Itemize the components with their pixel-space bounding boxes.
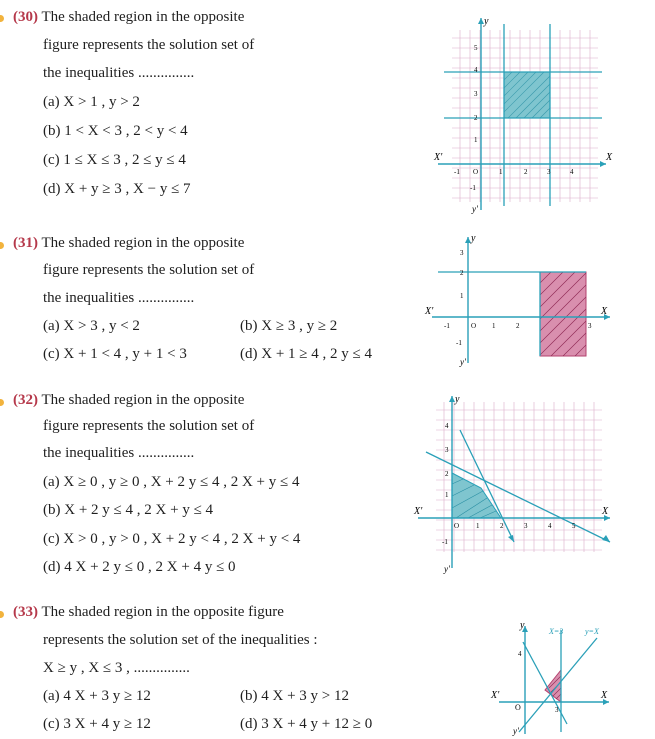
x-neg-axis-label: X' [425, 306, 434, 317]
svg-text:4: 4 [474, 66, 478, 74]
svg-text:3: 3 [547, 168, 551, 176]
question-number: (33) [13, 604, 38, 620]
y-axis-label: y [484, 16, 489, 27]
question-number: (32) [13, 392, 38, 408]
question-stem-line: represents the solution set of the inequalities : [43, 632, 318, 648]
svg-text:2: 2 [460, 269, 464, 277]
question-stem-line: (33) The shaded region in the opposite figure [13, 604, 284, 620]
x-tick-labels [454, 522, 576, 530]
svg-text:3: 3 [445, 446, 449, 454]
line-label-y-equals-x: y=X [585, 627, 599, 636]
y-neg-axis-label: y' [460, 357, 466, 367]
figure-31-graph [420, 225, 625, 370]
svg-text:-1: -1 [456, 339, 462, 347]
question-stem-line: (32) The shaded region in the opposite [13, 392, 245, 408]
svg-text:5: 5 [572, 522, 576, 530]
option-b[interactable]: (b) 1 < X < 3 , 2 < y < 4 [43, 123, 188, 139]
svg-text:5: 5 [474, 44, 478, 52]
option-a[interactable]: (a) X > 3 , y < 2 [43, 318, 140, 334]
x-tick-label: O [515, 703, 521, 712]
x-neg-axis-label: X' [434, 152, 443, 163]
x-neg-axis-label: X' [491, 690, 500, 701]
y-tick-labels [442, 422, 449, 546]
svg-text:1: 1 [476, 522, 480, 530]
svg-text:4: 4 [570, 168, 574, 176]
svg-text:3: 3 [460, 249, 464, 257]
option-b[interactable]: (b) 4 X + 3 y > 12 [240, 688, 350, 704]
option-d[interactable]: (d) X + 1 ≥ 4 , 2 y ≤ 4 [240, 346, 373, 362]
svg-text:3: 3 [588, 322, 592, 330]
y-tick-labels [456, 249, 464, 347]
y-axis-label: y [520, 620, 525, 631]
svg-text:2: 2 [474, 114, 478, 122]
svg-text:4: 4 [445, 422, 449, 430]
line-label-x-equals-3: X=3 [549, 627, 564, 636]
svg-text:2: 2 [516, 322, 520, 330]
shaded-region [540, 272, 586, 356]
option-d[interactable]: (d) X + y ≥ 3 , X − y ≤ 7 [43, 181, 191, 197]
grid [436, 402, 602, 552]
question-stem-line: (30) The shaded region in the opposite [13, 9, 245, 25]
x-axis-label: X [601, 306, 608, 317]
option-c[interactable]: (c) X + 1 < 4 , y + 1 < 3 [43, 346, 187, 362]
bullet-marker [0, 242, 4, 249]
svg-text:3: 3 [474, 90, 478, 98]
svg-text:2: 2 [445, 470, 449, 478]
option-c[interactable]: (c) 1 ≤ X ≤ 3 , 2 ≤ y ≤ 4 [43, 152, 186, 168]
question-stem-line: figure represents the solution set of [43, 37, 255, 53]
shaded-region [504, 72, 550, 118]
option-d[interactable]: (d) 4 X + 2 y ≤ 0 , 2 X + 4 y ≤ 0 [43, 559, 236, 575]
svg-text:1: 1 [499, 168, 503, 176]
question-stem-line: the inequalities ............... [43, 65, 195, 81]
figure-32-graph [410, 392, 620, 577]
x-axis-label: X [602, 506, 609, 517]
option-a[interactable]: (a) X > 1 , y > 2 [43, 94, 140, 110]
svg-text:1: 1 [445, 491, 449, 499]
question-stem-line: the inequalities ............... [43, 290, 195, 306]
svg-text:3: 3 [524, 522, 528, 530]
option-a[interactable]: (a) X ≥ 0 , y ≥ 0 , X + 2 y ≤ 4 , 2 X + y ≤ 4 [43, 474, 300, 490]
question-stem-line: figure represents the solution set of [43, 418, 255, 434]
svg-text:O: O [473, 168, 479, 176]
option-c[interactable]: (c) 3 X + 4 y ≥ 12 [43, 716, 151, 732]
svg-text:4: 4 [548, 522, 552, 530]
figure-30-graph [430, 10, 620, 215]
option-b[interactable]: (b) X + 2 y ≤ 4 , 2 X + y ≤ 4 [43, 502, 214, 518]
question-stem-line: figure represents the solution set of [43, 262, 255, 278]
question-number: (30) [13, 9, 38, 25]
bullet-marker [0, 399, 4, 406]
x-axis-label: X [606, 152, 613, 163]
svg-text:2: 2 [524, 168, 528, 176]
svg-text:-1: -1 [442, 538, 448, 546]
option-c[interactable]: (c) X > 0 , y > 0 , X + 2 y < 4 , 2 X + y < 4 [43, 531, 301, 547]
option-b[interactable]: (b) X ≥ 3 , y ≥ 2 [240, 318, 338, 334]
x-axis-label: X [601, 690, 608, 701]
svg-text:-1: -1 [454, 168, 460, 176]
question-stem-line: the inequalities ............... [43, 445, 195, 461]
y-neg-axis-label: y' [444, 564, 450, 574]
svg-text:O: O [454, 522, 460, 530]
figure-33-graph [485, 620, 620, 738]
question-stem-line: X ≥ y , X ≤ 3 , ............... [43, 660, 190, 676]
svg-text:1: 1 [460, 292, 464, 300]
question-stem-line: (31) The shaded region in the opposite [13, 235, 245, 251]
y-neg-axis-label: y' [472, 204, 478, 214]
x-neg-axis-label: X' [414, 506, 423, 517]
y-axis-label: y [455, 394, 460, 405]
y-neg-axis-label: y' [513, 726, 519, 736]
svg-text:1: 1 [474, 136, 478, 144]
option-d[interactable]: (d) 3 X + 4 y + 12 ≥ 0 [240, 716, 373, 732]
svg-text:O: O [471, 322, 477, 330]
bullet-marker [0, 611, 4, 618]
x-tick-label: 3 [555, 706, 559, 714]
svg-text:1: 1 [492, 322, 496, 330]
y-tick-label: 4 [518, 650, 522, 658]
bullet-marker [0, 15, 4, 22]
svg-text:-1: -1 [470, 184, 476, 192]
question-number: (31) [13, 235, 38, 251]
svg-text:2: 2 [500, 522, 504, 530]
x-tick-labels [454, 168, 574, 176]
svg-text:-1: -1 [444, 322, 450, 330]
y-axis-label: y [471, 233, 476, 244]
option-a[interactable]: (a) 4 X + 3 y ≥ 12 [43, 688, 151, 704]
